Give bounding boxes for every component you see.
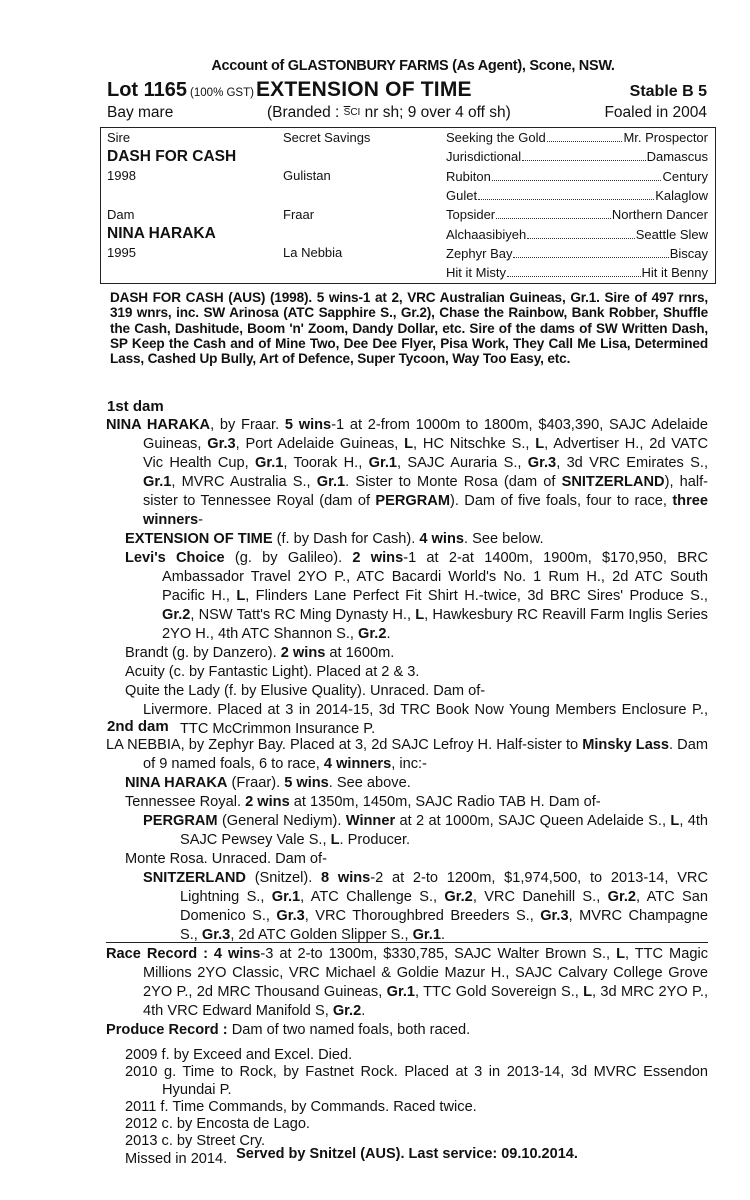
foaled-year: Foaled in 2004	[604, 104, 707, 121]
text: . Sister to Monte Rosa (dam of	[345, 474, 562, 490]
text: , MVRC Champagne S.,	[180, 908, 708, 943]
dam-year: 1995	[107, 245, 136, 260]
first-dam-section	[106, 397, 708, 739]
bold-text: Race Record :	[106, 946, 214, 962]
ancestor-row	[446, 128, 708, 147]
ancestor-sire: Mr. Prospector	[623, 130, 708, 145]
bold-text: EXTENSION OF TIME	[125, 531, 273, 547]
text: , HC Nitschke S.,	[413, 436, 536, 452]
bold-text: Gr.1	[316, 474, 346, 490]
ancestor-name: Gulet	[446, 187, 478, 203]
text: 2011 f. Time Commands, by Commands. Raced twice.	[125, 1098, 477, 1115]
text: Monte Rosa. Unraced. Dam of-	[125, 851, 327, 867]
bold-text: Gr.3	[207, 436, 236, 452]
dot-leader	[522, 147, 645, 161]
pedigree-entry	[106, 850, 708, 869]
horse-description: Bay mare	[107, 104, 174, 121]
text: -	[198, 512, 204, 528]
granddam-paternal: Gulistan	[283, 168, 331, 183]
brand-mark-rest: CI	[350, 107, 361, 118]
bold-text: Winner	[345, 813, 396, 829]
bold-text: Gr.3	[527, 455, 557, 471]
text: , Advertiser H., 2d VATC Vic Health Cup,	[143, 436, 709, 471]
brand-info	[267, 104, 511, 124]
bold-text: L	[330, 832, 340, 848]
ancestor-sire: Biscay	[669, 245, 708, 261]
pedigree-entry	[106, 644, 708, 663]
pedigree-entry	[106, 663, 708, 682]
text: (g. by Galileo).	[224, 550, 353, 566]
text: , TTC Magic Millions 2YO Classic, VRC Michael & Goldie Mazur H., SAJC Calvary College Grove 2YO P., 2d MRC Thousand Guineas,	[143, 946, 708, 1000]
text: Tennessee Royal.	[125, 794, 246, 810]
text: , Toorak H.,	[283, 455, 369, 471]
text: , TTC Gold Sovereign S.,	[415, 984, 584, 1000]
lot-number: Lot 1165	[107, 79, 188, 101]
ancestor-name: Zephyr Bay	[446, 245, 513, 261]
bold-text: 2 wins	[245, 794, 290, 810]
text: , Port Adelaide Guineas,	[235, 436, 405, 452]
text: Acuity (c. by Fantastic Light). Placed at 2 & 3.	[125, 664, 420, 680]
text: , 4th SAJC Pewsey Vale S.,	[180, 813, 709, 848]
bold-text: three winners	[143, 493, 708, 528]
ancestor-sire: Northern Dancer	[611, 207, 708, 223]
sire-summary: DASH FOR CASH (AUS) (1998). 5 wins-1 at 2, VRC Australian Guineas, Gr.1. Sire of 497 rnrs, 319 wnrs, inc. SW Arinosa (ATC Sapphire S., Gr.2), Chase the Rainbow, Bank Robber, Shuffle the Cash, Dashitude, Boom 'n' Zoom, Dandy Dollar, etc. Sire of the dams of SW Written Dash, SP Keep the Cash and of Mine Two, Dee Dee Flyer, Pisa Work, They Call Me Lisa, Determined Lass, Cashed Up Bully, Art of Defence, Super Tycoon, Way Too Easy, etc.	[110, 290, 708, 367]
text: , ATC San Domenico S.,	[180, 889, 708, 924]
bold-text: PERGRAM	[143, 813, 218, 829]
pedigree-entry	[106, 1021, 708, 1040]
grandsire-paternal: Secret Savings	[283, 130, 371, 145]
text: , 3d VRC Emirates S.,	[556, 455, 709, 471]
text: 2010 g. Time to Rock, by Fastnet Rock. Placed at 3 in 2013-14, 3d MVRC Essendon Hyundai P.	[125, 1064, 708, 1098]
pedigree-entry	[106, 793, 708, 812]
pedigree-entry	[106, 774, 708, 793]
bold-text: SNITZERLAND	[143, 870, 246, 886]
text: LA NEBBIA, by Zephyr Bay. Placed at 3, 2d SAJC Lefroy H. Half-sister to	[106, 737, 583, 753]
bold-text: SNITZERLAND	[561, 474, 665, 490]
pedigree-entry	[106, 1064, 708, 1099]
pedigree-table	[100, 127, 716, 284]
brand-mark	[344, 107, 361, 118]
first-dam-heading: 1st dam	[107, 398, 164, 415]
text: ), half-sister to Tennessee Royal (dam of	[143, 474, 709, 509]
text: .	[440, 927, 446, 943]
pedigree-entry	[106, 530, 708, 549]
text: Livermore. Placed at 3 in 2014-15, 3d TRC Book Now Young Members Enclosure P., TTC McCrimmon Insurance P.	[143, 702, 708, 737]
ancestor-name: Jurisdictional	[446, 149, 522, 165]
bold-text: PERGRAM	[375, 493, 450, 509]
pedigree-entry	[106, 1047, 708, 1064]
bold-text: 5 wins	[284, 775, 329, 791]
dot-leader	[478, 186, 654, 200]
dam-name: NINA HARAKA	[107, 225, 216, 242]
bold-text: 2 wins	[280, 645, 326, 661]
bold-text: L	[415, 607, 425, 623]
text: , inc:-	[391, 756, 427, 772]
ancestor-row	[446, 225, 708, 244]
text: 2013 c. by Street Cry.	[125, 1133, 266, 1150]
bold-text: Gr.3	[201, 927, 231, 943]
text: at 2 at 1000m, SAJC Queen Adelaide S.,	[395, 813, 671, 829]
ancestor-name: Rubiton	[446, 168, 491, 184]
text: . See above.	[328, 775, 411, 791]
ancestor-row	[446, 147, 708, 166]
dot-leader	[496, 205, 611, 219]
second-dam-heading: 2nd dam	[107, 718, 169, 735]
service-note: Served by Snitzel (AUS). Last service: 09.10.2014.	[236, 1146, 578, 1162]
text: , by Fraar.	[210, 417, 285, 433]
text: (General Nediym).	[217, 813, 346, 829]
ancestor-sire: Hit it Benny	[641, 265, 708, 281]
text: , NSW Tatt's RC Ming Dynasty H.,	[190, 607, 416, 623]
bold-text: L	[404, 436, 414, 452]
bold-text: 4 winners	[323, 756, 392, 772]
gst-note: (100% GST)	[190, 87, 254, 99]
ancestor-row	[446, 263, 708, 282]
dot-leader	[507, 263, 641, 277]
pedigree-entry	[106, 812, 708, 850]
dam-label: Dam	[107, 207, 135, 222]
lot-header	[107, 78, 707, 104]
bold-text: L	[535, 436, 545, 452]
bold-text: Gr.1	[412, 927, 441, 943]
bold-text: NINA HARAKA	[106, 417, 211, 433]
ancestor-sire: Century	[662, 168, 708, 184]
pedigree-entry	[106, 682, 708, 701]
bold-text: Gr.1	[368, 455, 398, 471]
text: , VRC Thoroughbred Breeders S.,	[304, 908, 541, 924]
pedigree-entry	[106, 1099, 708, 1116]
bold-text: Gr.1	[386, 984, 415, 1000]
ancestor-name: Hit it Misty	[446, 265, 506, 281]
ancestor-sire: Kalaglow	[655, 187, 708, 203]
text: , MVRC Australia S.,	[171, 474, 317, 490]
text: 2012 c. by Encosta de Lago.	[125, 1116, 310, 1133]
bold-text: 5 wins	[284, 417, 332, 433]
bold-text: Gr.2	[162, 607, 191, 623]
sire-label: Sire	[107, 130, 131, 145]
text: , ATC Challenge S.,	[300, 889, 445, 905]
brand-mark-s: $\overline{S}$	[343, 107, 351, 118]
bold-text: L	[670, 813, 680, 829]
pedigree-entry	[106, 549, 708, 644]
bold-text: Gr.3	[540, 908, 569, 924]
text: at 1600m.	[325, 645, 395, 661]
pedigree-entry	[106, 945, 708, 1021]
vendor-account: Account of GLASTONBURY FARMS (As Agent), Scone, NSW.	[211, 58, 615, 74]
sire-year: 1998	[107, 168, 136, 183]
ancestor-row	[446, 167, 708, 186]
text: -1 at 2-at 1400m, 1900m, $170,950, BRC Ambassador Travel 2YO P., ATC Bacardi World's No. 1 Rum H., 2d ATC South Pacific H.,	[162, 550, 709, 604]
bold-text: Gr.3	[276, 908, 305, 924]
text: , 3d MRC 2YO P., 4th VRC Edward Manifold S,	[143, 984, 708, 1019]
bold-text: Gr.2	[358, 626, 387, 642]
pedigree-entry	[106, 1116, 708, 1133]
text: Quite the Lady (f. by Elusive Quality). Unraced. Dam of-	[125, 683, 486, 699]
text: . See below.	[463, 531, 544, 547]
bold-text: Gr.2	[332, 1003, 362, 1019]
text: at 1350m, 1450m, SAJC Radio TAB H. Dam of-	[289, 794, 601, 810]
pedigree-entry	[106, 869, 708, 945]
second-dam-section	[106, 717, 708, 945]
race-record-section	[106, 945, 708, 1040]
ancestor-name: Seeking the Gold	[446, 130, 546, 145]
ancestor-sire: Seattle Slew	[635, 226, 708, 242]
text: , VRC Danehill S.,	[472, 889, 608, 905]
bold-text: 2 wins	[352, 550, 404, 566]
divider	[106, 942, 708, 943]
bold-text: 8 wins	[321, 870, 371, 886]
text: , Hawkesbury RC Reavill Farm Inglis Series 2YO H., 4th ATC Shannon S.,	[162, 607, 708, 642]
bold-text: 4 wins	[419, 531, 464, 547]
bold-text: Gr.2	[444, 889, 473, 905]
bold-text: Gr.1	[271, 889, 301, 905]
stable-number: Stable B 5	[629, 83, 707, 100]
ancestor-row	[446, 205, 708, 224]
ancestor-name: Alchaasibiyeh	[446, 226, 527, 242]
text: Brandt (g. by Danzero).	[125, 645, 281, 661]
text: (f. by Dash for Cash).	[272, 531, 420, 547]
bold-text: NINA HARAKA	[125, 775, 228, 791]
text: Dam of two named foals, both raced.	[231, 1022, 471, 1038]
bold-text: L	[583, 984, 593, 1000]
text: , 2d ATC Golden Slipper S.,	[230, 927, 413, 943]
ancestor-sire: Damascus	[646, 149, 708, 165]
text: -2 at 2-to 1200m, $1,974,500, to 2013-14, VRC Lightning S.,	[180, 870, 709, 905]
text: ). Dam of five foals, four to race,	[449, 493, 673, 509]
sire-name: DASH FOR CASH	[107, 148, 237, 165]
text: .	[361, 1003, 366, 1019]
granddam-maternal: La Nebbia	[283, 245, 343, 260]
text: (Snitzel).	[245, 870, 321, 886]
text: Missed in 2014.	[125, 1150, 228, 1167]
bold-text: L	[236, 588, 246, 604]
bold-text: Levi's Choice	[125, 550, 225, 566]
ancestor-row	[446, 186, 708, 205]
bold-text: Produce Record :	[106, 1022, 232, 1038]
text: 2009 f. by Exceed and Excel. Died.	[125, 1047, 353, 1063]
pedigree-entry	[106, 736, 708, 774]
grandsire-maternal: Fraar	[283, 207, 315, 222]
dot-leader	[527, 225, 635, 239]
text: -3 at 2-to 1300m, $330,785, SAJC Walter Brown S.,	[260, 946, 617, 962]
dot-leader	[547, 128, 623, 142]
bold-text: 4 wins	[213, 946, 261, 962]
bold-text: Gr.2	[607, 889, 636, 905]
text: -1 at 2-from 1000m to 1800m, $403,390, SAJC Adelaide Guineas,	[143, 417, 709, 452]
ancestor-row	[446, 244, 708, 263]
ancestor-name: Topsider	[446, 207, 496, 223]
bold-text: Gr.1	[143, 474, 172, 490]
text: , SAJC Auraria S.,	[397, 455, 528, 471]
brand-prefix: (Branded :	[266, 104, 344, 121]
dot-leader	[492, 167, 662, 181]
bold-text: L	[616, 946, 625, 962]
bold-text: Minsky Lass	[582, 737, 670, 753]
text: , Flinders Lane Perfect Fit Shirt H.-twice, 3d BRC Sires' Produce S.,	[245, 588, 708, 604]
pedigree-entry	[106, 416, 708, 530]
bold-text: Gr.1	[255, 455, 284, 471]
text: .	[386, 626, 391, 642]
horse-details	[107, 104, 707, 124]
text: . Producer.	[339, 832, 411, 848]
brand-suffix: nr sh; 9 over 4 off sh)	[360, 104, 511, 121]
text: (Fraar).	[227, 775, 285, 791]
text: . Dam of 9 named foals, 6 to race,	[143, 737, 708, 772]
horse-name: EXTENSION OF TIME	[255, 78, 472, 101]
dot-leader	[513, 244, 668, 258]
